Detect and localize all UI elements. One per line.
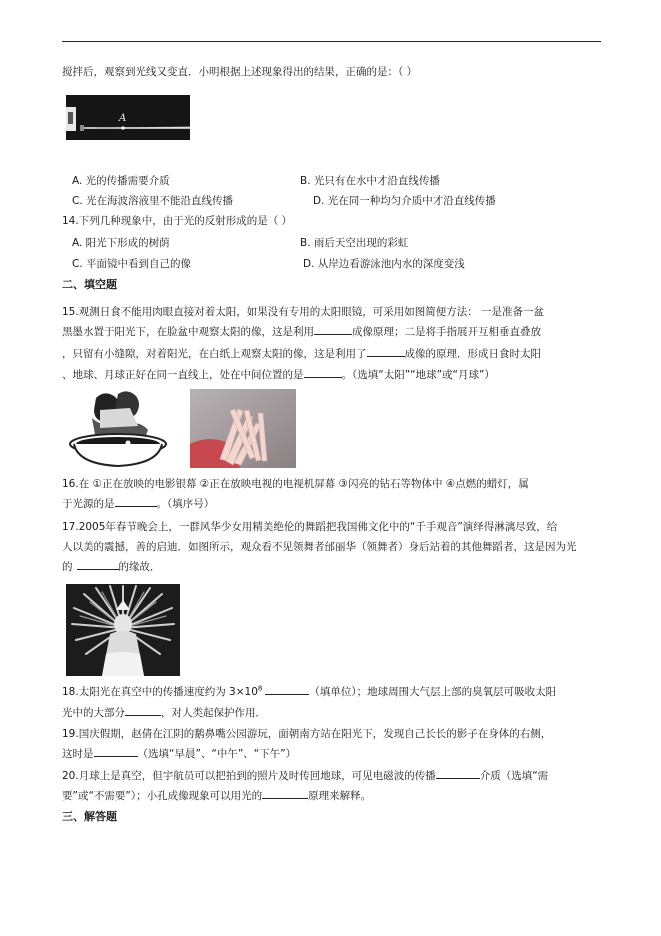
q15-blank-2[interactable] — [367, 346, 405, 357]
q13-option-b: B. 光只有在水中才沿直线传播 — [300, 175, 440, 187]
q15-line-3: ，只留有小缝隙，对着阳光，在白纸上观察太阳的像，这是利用了 成像的原理．形成日食时太阳 — [62, 348, 541, 360]
q15-line-4: 、地球、月球正好在同一直线上，处在中间位置的是 。（选填“太阳”“地球”或“月球”） — [62, 369, 495, 381]
q17-line-3: 的 的缘故． — [62, 561, 161, 573]
q16-line-2: 于光源的是 。（填序号） — [62, 498, 215, 510]
q17-figure-dancers — [66, 584, 180, 676]
q18-line-1: 18.太阳光在真空中的传播速度约为 $3\times 10^8$ （填单位）；地球周围大气层上部的臭氧层可吸收太阳 — [62, 684, 557, 698]
q20-line-1: 20.月球上是真空，但宇航员可以把拍到的照片及时传回地球，可见电磁波的传播 介质（选填“需 — [62, 770, 549, 782]
q15-blank-1[interactable] — [314, 324, 352, 335]
q20-blank-1[interactable] — [436, 768, 480, 779]
q17-blank[interactable] — [77, 559, 119, 570]
q14-option-b: B. 雨后天空出现的彩虹 — [300, 237, 409, 249]
q15-blank-3[interactable] — [304, 367, 342, 378]
q13-figure-label: A — [119, 113, 127, 124]
q13-figure — [66, 95, 190, 140]
q14-stem: 14.下列几种现象中，由于光的反射形成的是（ ） — [62, 215, 293, 227]
q18-line-2: 光中的大部分 ，对人类起保护作用． — [62, 707, 266, 719]
q19-line-1: 19.国庆假期，赵倩在江阴的鹅鼻嘴公园游玩，面朝南方站在阳光下，发现自己长长的影子在身体的右侧， — [62, 728, 552, 740]
q13-option-d: D. 光在同一种均匀介质中才沿直线传播 — [313, 195, 496, 207]
q16-blank[interactable] — [115, 496, 157, 507]
q15-line-1: 15.观测日食不能用肉眼直接对着太阳，如果没有专用的太阳眼镜，可采用如图简便方法： 一是准备一盆 — [62, 306, 545, 318]
q16-line-1: 16.在 ①正在放映的电影银幕 ②正在放映电视的电视机屏幕 ③闪亮的钻石等物体中 ④点燃的蜡灯，属 — [62, 478, 529, 490]
q19-line-2: 这时是 （选填“早晨”、“中午”、“下午”） — [62, 748, 297, 760]
header-rule — [62, 41, 601, 42]
q14-option-d: D. 从岸边看游泳池内水的深度变浅 — [303, 258, 465, 270]
section-title-fill-in: 二、填空题 — [62, 278, 117, 291]
section-title-answer: 三、解答题 — [62, 810, 117, 823]
q15-figure-hands — [190, 389, 296, 468]
q19-blank[interactable] — [94, 746, 138, 757]
q20-line-2: 要”或“不需要”）；小孔成像现象可以用光的 原理来解释。 — [62, 790, 372, 802]
q20-blank-2[interactable] — [262, 788, 308, 799]
q13-stem: 搅拌后，观察到光线又变直．小明根据上述现象得出的结果，正确的是：（ ） — [62, 66, 418, 78]
q17-line-1: 17.2005年春节晚会上，一群风华少女用精美绝伦的舞蹈把我国佛文化中的“千手观音”演绎得淋漓尽致，给 — [62, 521, 558, 533]
q13-option-a: A. 光的传播需要介质 — [72, 175, 170, 187]
q13-option-c: C. 光在海波溶液里不能沿直线传播 — [72, 195, 234, 207]
q14-option-c: C. 平面镜中看到自己的像 — [72, 258, 192, 270]
q14-option-a: A. 阳光下形成的树荫 — [72, 237, 170, 249]
q15-line-2: 黑墨水置于阳光下，在脸盆中观察太阳的像，这是利用 成像原理；二是将手指展开互相垂直叠放 — [62, 326, 541, 338]
q17-line-2: 人以美的震撼，善的启迪．如图所示，观众看不见领舞者邰丽华（领舞者）身后站着的其他舞蹈者，这是因为光 — [62, 541, 577, 553]
q15-figure-bowl — [66, 388, 184, 468]
q18-blank-1[interactable] — [265, 684, 309, 695]
q18-blank-2[interactable] — [125, 705, 161, 716]
